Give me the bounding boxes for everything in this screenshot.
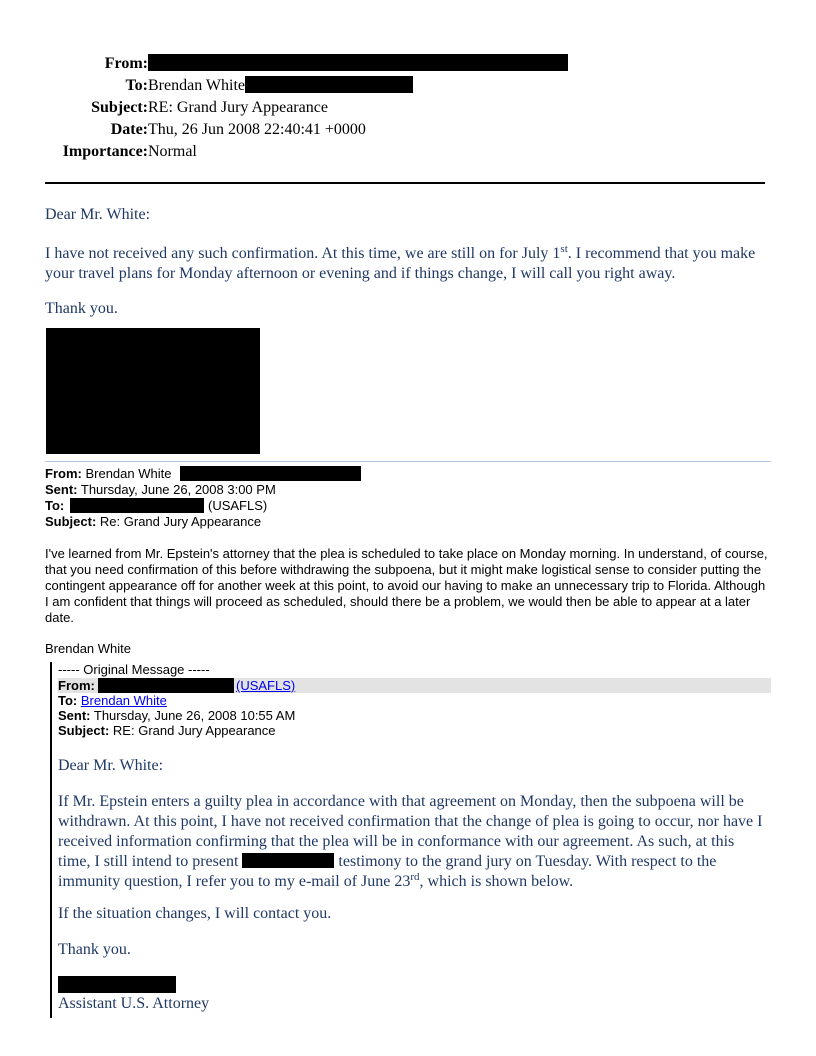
original-paragraph-text-a: If Mr. Epstein enters a guilty plea in accordance with that agreement on Monday, then the subpoena will be withdrawn. At this point, I have not received confirmation that the change of plea is going to occur, nor have I received information confirming that the plea will be in conformance with our agreement. As such, at this time, I still intend to present <box>58 793 763 870</box>
reply-paragraph <box>45 244 770 284</box>
importance-label: Importance: <box>62 143 148 160</box>
original-from-line <box>58 678 95 694</box>
header-from-row <box>0 54 148 74</box>
subject-value: RE: Grand Jury Appearance <box>148 99 328 116</box>
original-to-label: To: <box>58 693 78 708</box>
from-label: From: <box>104 55 148 72</box>
original-from-link[interactable]: (USAFLS) <box>236 678 296 693</box>
to-value: Brendan White <box>148 77 246 94</box>
original-from-label: From: <box>58 678 95 693</box>
redaction-white-to <box>70 498 204 513</box>
redaction-witness-name <box>242 853 334 868</box>
original-to-line <box>58 693 167 709</box>
original-to-link[interactable]: Brendan White <box>80 693 167 708</box>
white-signature: Brendan White <box>45 641 131 656</box>
quote-bar <box>50 662 52 1018</box>
white-sent-value: Thursday, June 26, 2008 3:00 PM <box>80 482 276 497</box>
reply-paragraph-sup: st <box>560 243 568 255</box>
original-subject-label: Subject: <box>58 723 110 738</box>
redaction-white-email <box>180 466 361 481</box>
white-from-label: From: <box>45 466 82 481</box>
white-sent-line <box>45 482 276 498</box>
original-message-marker: ----- Original Message ----- <box>58 662 210 677</box>
original-subject-value: RE: Grand Jury Appearance <box>112 723 276 738</box>
original-sent-value: Thursday, June 26, 2008 10:55 AM <box>93 708 296 723</box>
white-from-value: Brendan White <box>85 466 172 481</box>
original-paragraph <box>58 792 770 892</box>
original-paragraph-sup: rd <box>410 871 420 883</box>
header-to-row <box>0 76 246 96</box>
original-paragraph-text-c: , which is shown below. <box>419 873 574 890</box>
white-subject-value: Re: Grand Jury Appearance <box>99 514 262 529</box>
header-subject-row <box>0 98 328 118</box>
reply-paragraph-text-a: I have not received any such confirmation. At this time, we are still on for July 1 <box>45 245 561 262</box>
original-sent-label: Sent: <box>58 708 91 723</box>
redaction-from <box>148 54 568 71</box>
original-signer-title: Assistant U.S. Attorney <box>58 995 210 1012</box>
redaction-original-from <box>98 678 234 693</box>
white-subject-line <box>45 514 261 530</box>
white-body: I've learned from Mr. Epstein's attorney that the plea is scheduled to take place on Monday morning. In understand, of course, that you need confirmation of this before withdrawing the subpoena, but it might make logistical sense to consider putting the contingent appearance off for another week at this point, to avoid our having to make an unnecessary trip to Florida. Although I am confident that things will proceed as scheduled, should there be a problem, we would then be able to appear at a later date. <box>45 546 768 625</box>
original-paragraph-2: If the situation changes, I will contact you. <box>58 905 332 922</box>
redaction-signature-block <box>46 328 260 454</box>
header-importance-row <box>0 142 197 162</box>
message-divider <box>45 461 771 462</box>
white-sent-label: Sent: <box>45 482 78 497</box>
redaction-original-signer <box>58 976 176 993</box>
white-to-line <box>45 498 64 514</box>
header-date-row <box>0 120 366 140</box>
original-subject-line <box>58 723 276 739</box>
white-from-line <box>45 466 171 482</box>
original-greeting: Dear Mr. White: <box>58 757 164 774</box>
white-to-label: To: <box>45 498 65 513</box>
header-divider <box>45 182 765 184</box>
white-to-value: (USAFLS) <box>208 498 268 513</box>
original-closing: Thank you. <box>58 941 131 958</box>
original-paragraph-text-b: testimony to the grand jury on Tuesday. With respect to the immunity question, I refer you to my e-mail of June 23 <box>58 853 717 890</box>
reply-greeting: Dear Mr. White: <box>45 206 151 223</box>
importance-value: Normal <box>148 143 197 160</box>
date-label: Date: <box>110 121 148 138</box>
subject-label: Subject: <box>91 99 148 116</box>
to-label: To: <box>125 77 148 94</box>
reply-paragraph-text-b: . I recommend that you make your travel plans for Monday afternoon or evening and if things change, I will call you right away. <box>45 245 756 282</box>
redaction-to <box>245 76 413 93</box>
date-value: Thu, 26 Jun 2008 22:40:41 +0000 <box>148 121 366 138</box>
reply-closing: Thank you. <box>45 300 118 317</box>
original-sent-line <box>58 708 295 724</box>
white-subject-label: Subject: <box>45 514 97 529</box>
